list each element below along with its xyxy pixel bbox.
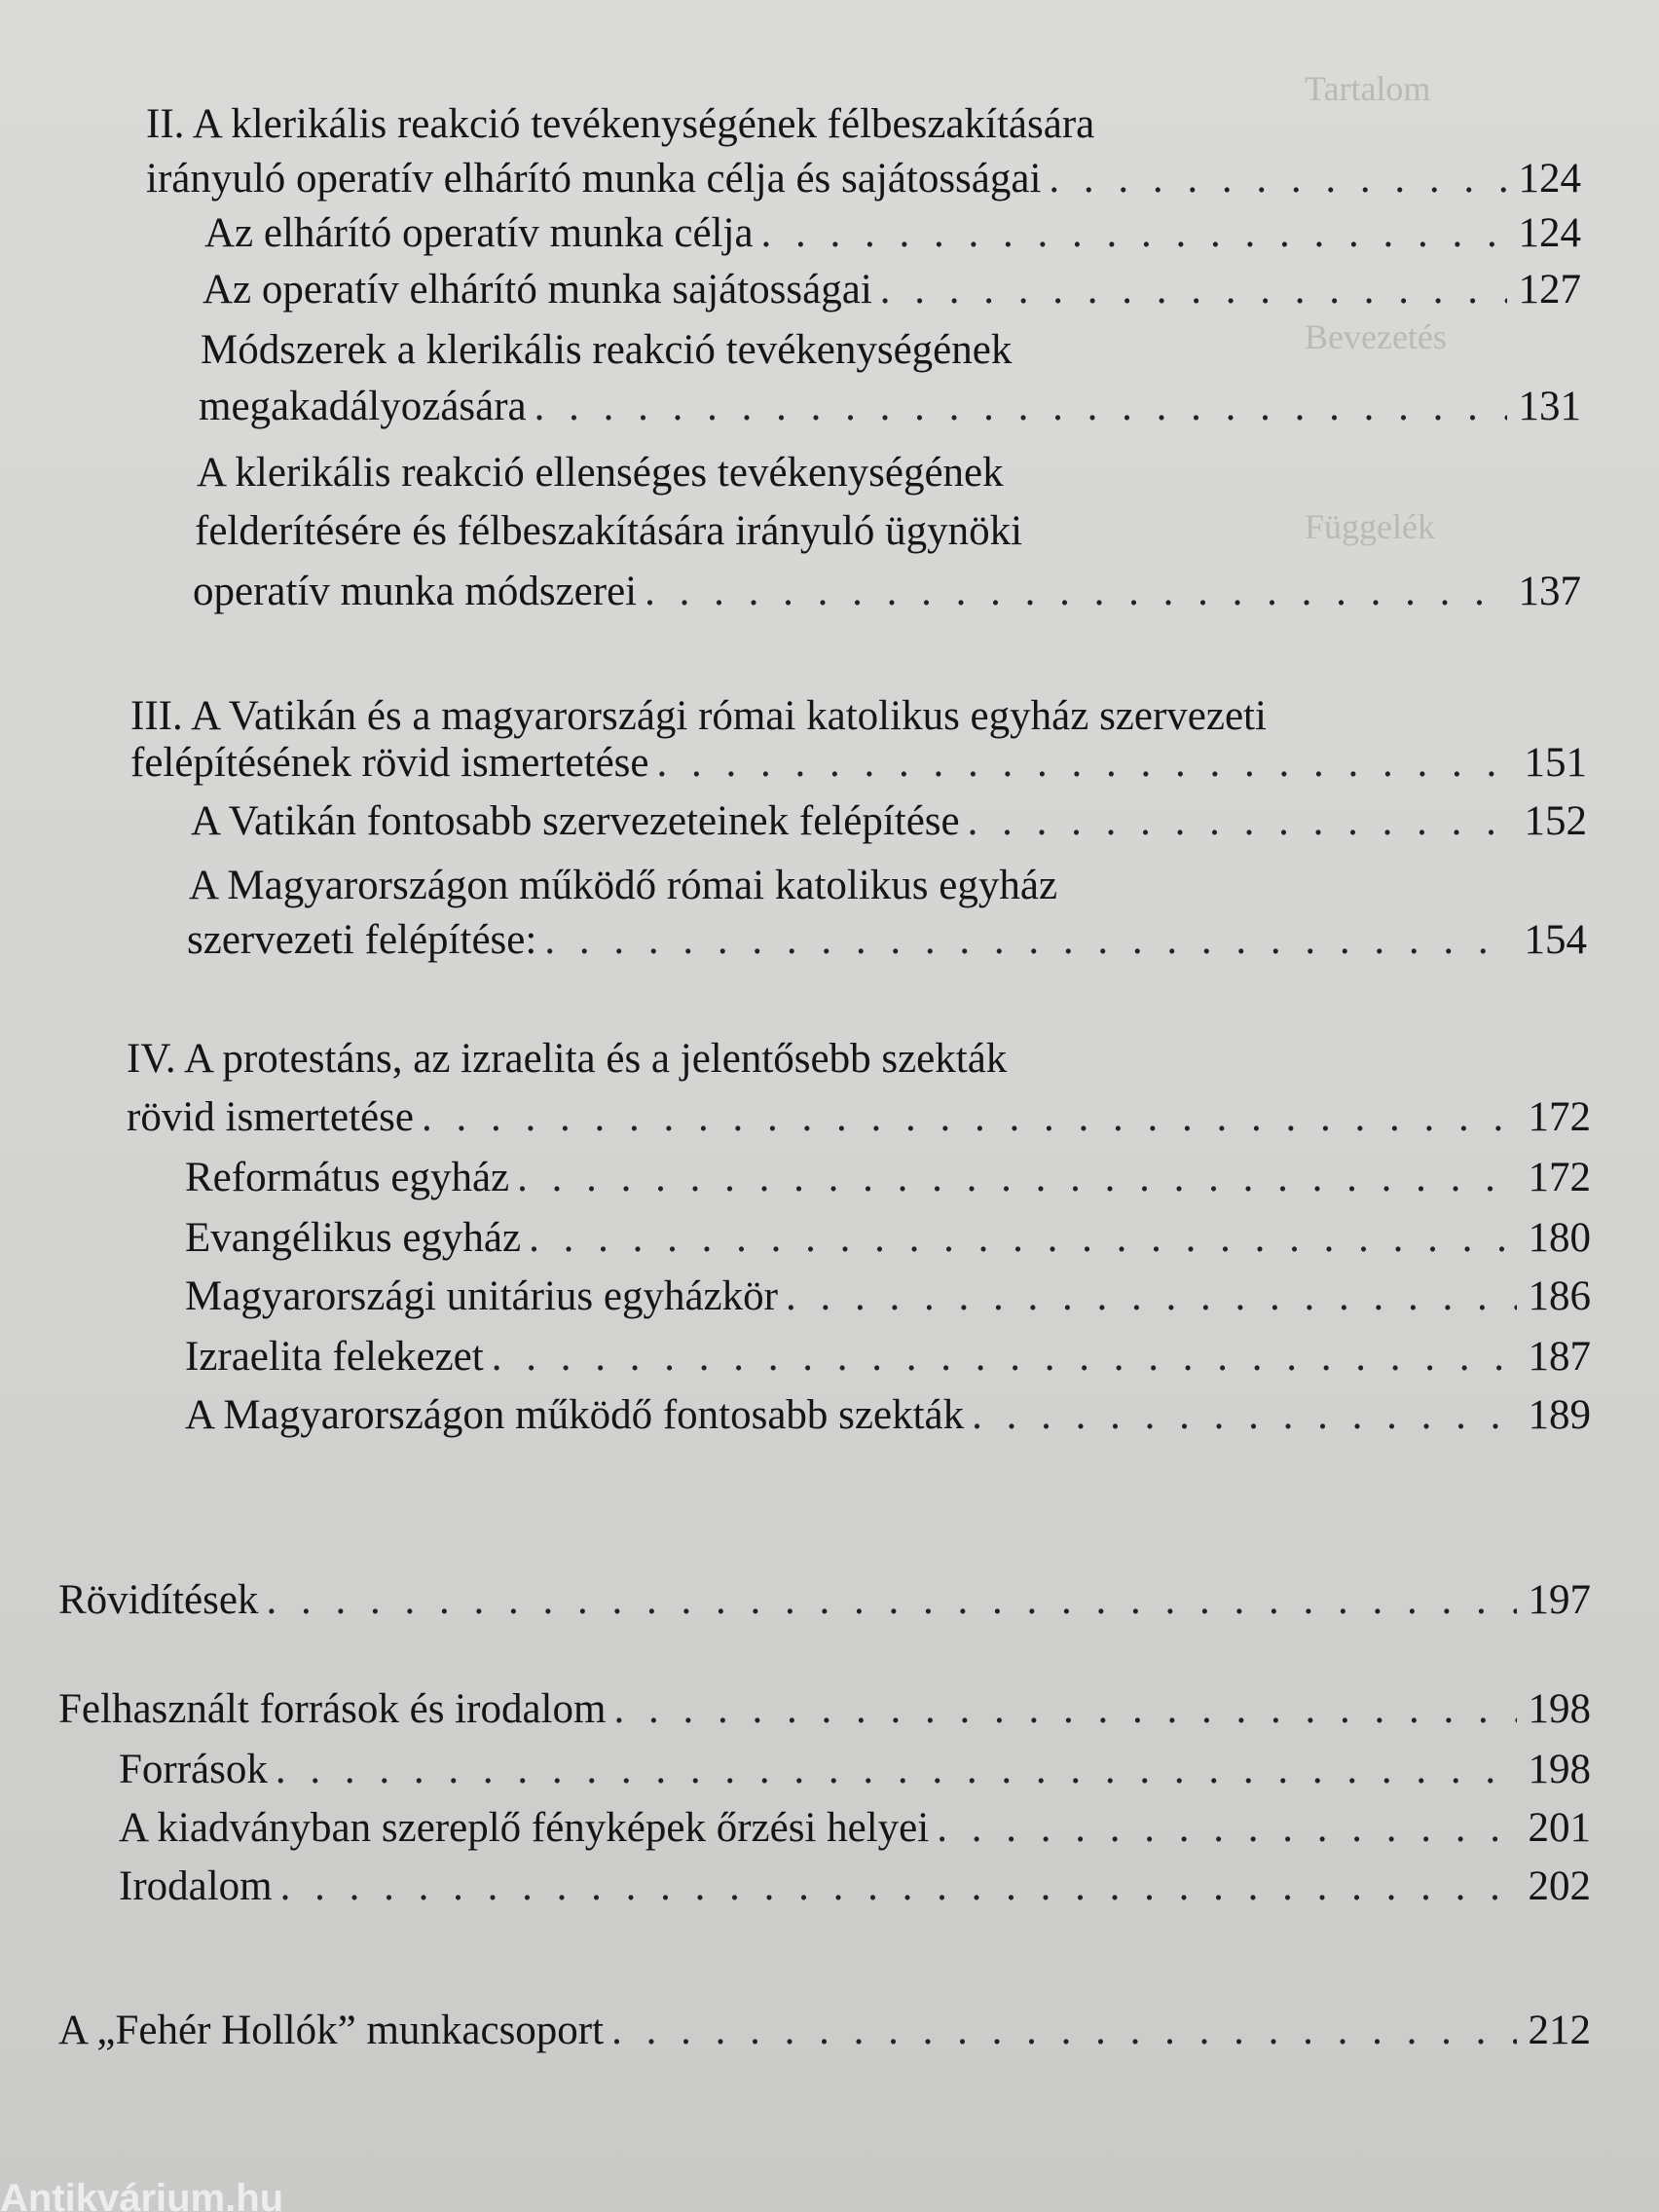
entry-title: Rövidítések [58,1577,259,1623]
dot-leader [517,1153,1516,1203]
page-number: 152 [1524,798,1587,844]
dot-leader [645,567,1506,617]
entry-title: felderítésére és félbeszakítására irányuló ügynöki [195,508,1023,554]
page-number: 212 [1528,2008,1591,2053]
page-number: 189 [1528,1392,1591,1438]
toc-entry[interactable] [119,1803,1591,1854]
entry-title: Módszerek a klerikális reakció tevékenységének [201,327,1013,373]
toc-entry[interactable] [185,1153,1591,1203]
dot-leader [880,265,1507,315]
entry-title: A „Fehér Hollók” munkacsoport [58,2008,605,2053]
dot-leader [657,738,1513,789]
dot-leader [529,1213,1516,1264]
watermark: Antikvárium.hu [0,2177,284,2212]
entry-title: Irodalom [119,1863,273,1909]
entry-title: megakadályozására [199,384,527,429]
page-number: 151 [1524,740,1587,786]
toc-entry[interactable] [193,567,1581,617]
toc-entry[interactable] [185,1390,1591,1441]
entry-title: Evangélikus egyház [185,1215,522,1261]
toc-entry[interactable] [58,1575,1591,1626]
dot-leader [535,382,1507,432]
entry-title: Források [119,1747,268,1792]
page-number: 197 [1528,1577,1591,1623]
dot-leader [786,1272,1517,1322]
toc-entry[interactable] [187,915,1587,966]
dot-leader [280,1862,1517,1912]
page-number: 202 [1528,1863,1591,1909]
page-number: 172 [1528,1155,1591,1200]
section-title: II. A klerikális reakció tevékenységének félbeszakítására [146,101,1095,147]
entry-title: Az elhárító operatív munka célja [204,210,754,256]
section-title: IV. A protestáns, az izraelita és a jelentősebb szekták [127,1036,1008,1082]
dot-leader [492,1332,1517,1382]
entry-title: A kiadványban szereplő fényképek őrzési helyei [119,1805,930,1851]
dot-leader [613,1684,1516,1735]
entry-title: Magyarországi unitárius egyházkör [185,1273,778,1319]
toc-entry[interactable] [58,2006,1591,2056]
page-number: 187 [1528,1334,1591,1380]
toc-entry[interactable] [199,382,1581,432]
dot-leader [1049,154,1506,204]
page-number: 131 [1518,384,1581,429]
dot-leader [266,1575,1516,1626]
toc-entry[interactable] [191,796,1587,847]
page-number: 124 [1518,156,1581,202]
toc-entry[interactable] [58,1684,1591,1735]
page-number: 172 [1528,1094,1591,1140]
toc-entry[interactable] [130,738,1587,789]
dot-leader [937,1803,1516,1854]
entry-title: Izraelita felekezet [185,1334,484,1380]
page-number: 127 [1518,267,1581,313]
entry-title: operatív munka módszerei [193,569,638,614]
entry-title: Az operatív elhárító munka sajátosságai [203,267,872,313]
entry-title: Felhasznált források és irodalom [58,1686,607,1732]
toc-entry[interactable] [146,154,1581,204]
show-through-text: Tartalom [1305,69,1431,108]
toc-entry[interactable] [127,1092,1591,1143]
dot-leader [611,2006,1516,2056]
page-number: 201 [1528,1805,1591,1851]
entry-title: A Magyarországon működő fontosabb szekták [185,1392,965,1438]
dot-leader [544,915,1512,966]
dot-leader [276,1745,1517,1795]
dot-leader [968,796,1513,847]
entry-title: A Magyarországon működő római katolikus egyház [189,863,1058,908]
section-title: irányuló operatív elhárító munka célja és sajátosságai [146,156,1042,202]
page-number: 186 [1528,1273,1591,1319]
toc-entry[interactable] [204,208,1581,259]
toc-entry[interactable] [119,1862,1591,1912]
entry-title: A Vatikán fontosabb szervezeteinek felépítése [191,798,960,844]
entry-title: Református egyház [185,1155,510,1200]
section-title: III. A Vatikán és a magyarországi római katolikus egyház szervezeti [130,693,1267,739]
toc-entry[interactable] [119,1745,1591,1795]
show-through-text: Függelék [1305,507,1435,546]
section-title: felépítésének rövid ismertetése [130,740,649,786]
page-number: 124 [1518,210,1581,256]
dot-leader [761,208,1507,259]
toc-entry[interactable] [185,1332,1591,1382]
page-number: 198 [1528,1686,1591,1732]
page-number: 198 [1528,1747,1591,1792]
entry-title: A klerikális reakció ellenséges tevékenységének [197,450,1004,496]
toc-entry[interactable] [185,1213,1591,1264]
toc-entry[interactable] [203,265,1581,315]
dot-leader [422,1092,1517,1143]
page-number: 180 [1528,1215,1591,1261]
page-number: 137 [1518,569,1581,614]
dot-leader [972,1390,1516,1441]
show-through-text: Bevezetés [1305,317,1447,356]
section-title: rövid ismertetése [127,1094,414,1140]
page-number: 154 [1524,917,1587,963]
entry-title: szervezeti felépítése: [187,917,537,963]
toc-entry[interactable] [185,1272,1591,1322]
